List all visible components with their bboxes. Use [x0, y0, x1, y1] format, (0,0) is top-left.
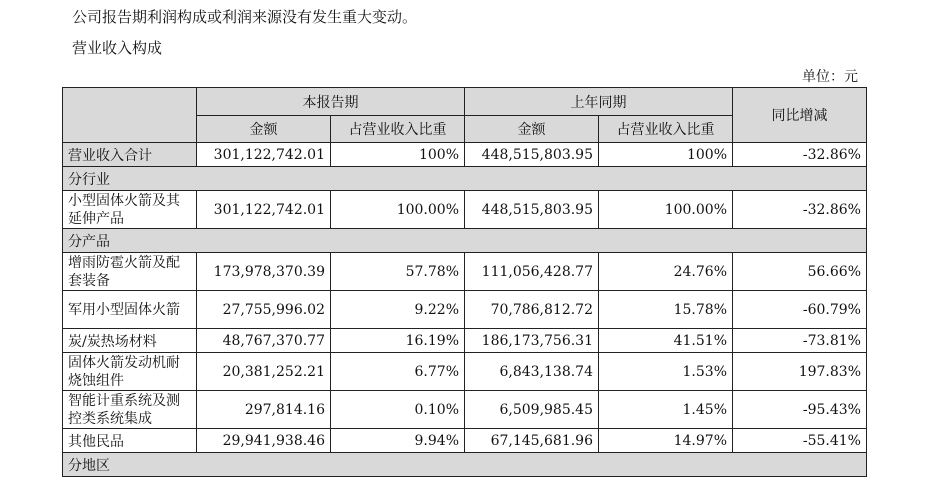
- cell-yoy: -55.41%: [733, 429, 867, 453]
- header-yoy: 同比增减: [733, 88, 867, 143]
- cell-amount: 48,767,370.77: [197, 329, 331, 353]
- cell-ratio-prior: 1.53%: [599, 353, 733, 391]
- header-amount: 金额: [197, 116, 331, 143]
- cell-amount-prior: 67,145,681.96: [465, 429, 599, 453]
- header-amount-prior: 金额: [465, 116, 599, 143]
- cell-amount: 29,941,938.46: [197, 429, 331, 453]
- row-label: 小型固体火箭及其延伸产品: [63, 191, 197, 229]
- cell-ratio: 100.00%: [331, 191, 465, 229]
- cell-yoy: -60.79%: [733, 291, 867, 329]
- cell-yoy: 197.83%: [733, 353, 867, 391]
- table-row: [63, 353, 867, 391]
- cell-amount-prior: 6,509,985.45: [465, 391, 599, 429]
- section-row-region: [63, 453, 867, 477]
- cell-ratio: 9.94%: [331, 429, 465, 453]
- cell-yoy: -95.43%: [733, 391, 867, 429]
- row-label: 智能计重系统及测控类系统集成: [63, 391, 197, 429]
- header-prior-period: 上年同期: [465, 88, 733, 116]
- row-label: 其他民品: [63, 429, 197, 453]
- cell-amount: 27,755,996.02: [197, 291, 331, 329]
- table-row: [63, 391, 867, 429]
- intro-text: 公司报告期利润构成或利润来源没有发生重大变动。: [72, 8, 418, 26]
- cell-amount-prior: 448,515,803.95: [465, 191, 599, 229]
- cell-ratio-prior: 24.76%: [599, 253, 733, 291]
- section-label: 分行业: [63, 167, 867, 191]
- cell-amount: 173,978,370.39: [197, 253, 331, 291]
- table-row: [63, 329, 867, 353]
- unit-label: 单位：元: [802, 69, 858, 85]
- row-label: 军用小型固体火箭: [63, 291, 197, 329]
- section-row-product: [63, 229, 867, 253]
- table-row: [63, 291, 867, 329]
- header-blank: [63, 88, 197, 143]
- header-row-1: [63, 88, 867, 116]
- cell-ratio: 6.77%: [331, 353, 465, 391]
- cell-yoy: -73.81%: [733, 329, 867, 353]
- row-label: 炭/炭热场材料: [63, 329, 197, 353]
- cell-ratio-prior: 14.97%: [599, 429, 733, 453]
- cell-amount-prior: 111,056,428.77: [465, 253, 599, 291]
- cell-amount-prior: 448,515,803.95: [465, 143, 599, 167]
- header-ratio-prior: 占营业收入比重: [599, 116, 733, 143]
- section-subtitle: 营业收入构成: [72, 39, 163, 57]
- section-label: 分地区: [63, 453, 867, 477]
- cell-amount: 20,381,252.21: [197, 353, 331, 391]
- cell-ratio: 100%: [331, 143, 465, 167]
- header-ratio: 占营业收入比重: [331, 116, 465, 143]
- section-row-industry: [63, 167, 867, 191]
- cell-amount: 297,814.16: [197, 391, 331, 429]
- cell-ratio-prior: 41.51%: [599, 329, 733, 353]
- cell-amount: 301,122,742.01: [197, 143, 331, 167]
- table-row: [63, 429, 867, 453]
- cell-yoy: -32.86%: [733, 143, 867, 167]
- cell-ratio: 16.19%: [331, 329, 465, 353]
- revenue-composition-table: [62, 87, 867, 477]
- cell-ratio-prior: 100%: [599, 143, 733, 167]
- header-current-period: 本报告期: [197, 88, 465, 116]
- row-label: 固体火箭发动机耐烧蚀组件: [63, 353, 197, 391]
- row-label: 营业收入合计: [63, 143, 197, 167]
- cell-ratio-prior: 1.45%: [599, 391, 733, 429]
- cell-ratio-prior: 100.00%: [599, 191, 733, 229]
- total-row: [63, 143, 867, 167]
- cell-amount-prior: 6,843,138.74: [465, 353, 599, 391]
- cell-ratio: 9.22%: [331, 291, 465, 329]
- cell-amount-prior: 186,173,756.31: [465, 329, 599, 353]
- cell-ratio-prior: 15.78%: [599, 291, 733, 329]
- cell-amount-prior: 70,786,812.72: [465, 291, 599, 329]
- section-label: 分产品: [63, 229, 867, 253]
- row-label: 增雨防雹火箭及配套装备: [63, 253, 197, 291]
- cell-ratio: 0.10%: [331, 391, 465, 429]
- cell-ratio: 57.78%: [331, 253, 465, 291]
- table-row: [63, 191, 867, 229]
- cell-yoy: 56.66%: [733, 253, 867, 291]
- cell-yoy: -32.86%: [733, 191, 867, 229]
- table-row: [63, 253, 867, 291]
- cell-amount: 301,122,742.01: [197, 191, 331, 229]
